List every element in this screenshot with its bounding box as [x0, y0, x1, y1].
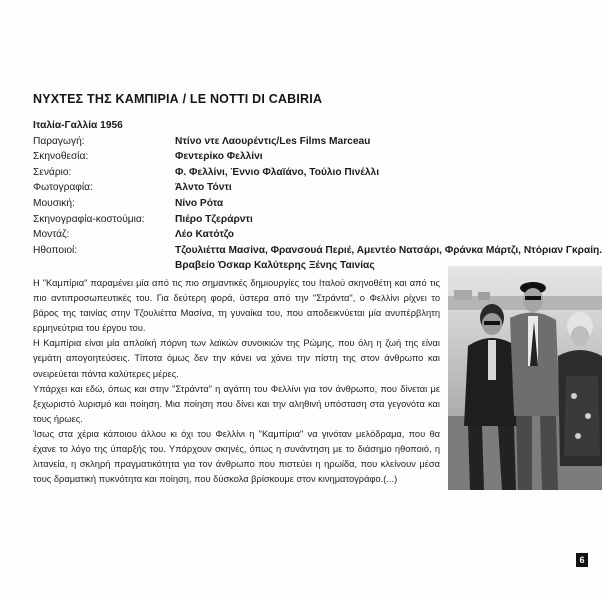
credit-label: Σκηνοθεσία:	[33, 151, 89, 163]
credit-row	[33, 212, 593, 228]
credit-row-year	[33, 118, 593, 134]
film-still-photo	[448, 266, 602, 490]
credit-value: Νίνο Ρότα	[175, 197, 224, 209]
credit-label	[33, 258, 175, 274]
credit-row	[33, 180, 593, 196]
year-country: Ιταλία-Γαλλία 1956	[33, 120, 123, 131]
credit-value: Πιέρο Τζεράρντι	[175, 213, 253, 225]
credit-value: Λέο Κατότζο	[175, 229, 234, 241]
credit-label: Σενάριο:	[33, 166, 72, 178]
credit-value: Άλντο Τόντι	[175, 182, 232, 194]
credit-row	[33, 165, 593, 181]
paragraph: Ίσως στα χέρια κάποιου άλλου κι όχι του Φελλίνι η "Καμπίρια" να γινόταν μελόδραμα, που θα έχανε το λόγο της ύπαρξής του. Υπάρχουν σκηνές, όπως η συνάντηση με το διάσημο ηθοποιό, η λιτανεία, η σκληρή πραγματικότητα για τον άνθρωπο που πιστεύει η ηρωίδα, που κλείνουν μέσα τους δραματική πυκνότητα και ποίηση, που δύσκολα βρίσκουμε στον κινηματογράφο.(...)	[33, 428, 440, 485]
credit-label: Σκηνογραφία-κοστούμια:	[33, 213, 145, 225]
credit-row	[33, 149, 593, 165]
film-still-image	[448, 266, 602, 490]
paragraph: Η Καμπίρια είναι μία απλοϊκή πόρνη των λαϊκών συνοικιών της Ρώμης, που όλη η ζωή της είναι γεμάτη απογοητεύσεις. Τίποτα όμως δεν την κάνει να χάνει την πίστη της στον άνθρωπο και ονειρεύεται πάντα καλύτερες μέρες.	[33, 338, 440, 379]
page-number: 6	[576, 553, 588, 567]
credits-list	[33, 118, 602, 274]
credit-row	[33, 134, 593, 150]
paragraph: Υπάρχει και εδώ, όπως και στην "Στράντα" η αγάπη του Φελλίνι για τον άνθρωπο, που δίνεται με ξεχωριστό λυρισμό και ποίηση. Μια ποίηση που δίνει και την αληθινή υπόσταση στα γεγονότα και τους ήρωες.	[33, 383, 440, 424]
credit-label: Μοντάζ:	[33, 229, 70, 241]
credit-value: Τζουλιέττα Μασίνα, Φρανσουά Περιέ, Αμεντέο Νατσάρι, Φράνκα Μάρτζι, Ντόριαν Γκραίη.	[175, 244, 602, 256]
credit-label: Φωτογραφία:	[33, 182, 93, 194]
award-text: Βραβείο Όσκαρ Καλύτερης Ξένης Ταινίας	[175, 260, 375, 272]
credit-value: Φ. Φελλίνι, Έννιο Φλαϊάνο, Τούλιο Πινέλλι	[175, 166, 380, 178]
credit-row	[33, 196, 593, 212]
credit-row	[33, 227, 593, 243]
page-title: ΝΥΧΤΕΣ ΤΗΣ ΚΑΜΠΙΡΙΑ / LE NOTTI DI CABIRIA	[33, 92, 323, 106]
credit-label: Παραγωγή:	[33, 135, 85, 147]
credit-row	[33, 243, 602, 259]
credit-value: Φεντερίκο Φελλίνι	[175, 151, 263, 163]
credit-label: Ηθοποιοί:	[33, 244, 78, 256]
review-text	[33, 276, 440, 487]
credit-value: Ντίνο ντε Λαουρέντις/Les Films Marceau	[175, 135, 371, 147]
credit-label: Μουσική:	[33, 197, 75, 209]
paragraph: Η "Καμπίρια" παραμένει μία από τις πιο σημαντικές δημιουργίες του Ιταλού σκηνοθέτη και από τις πιο αντιπροσωπευτικές του. Για δεύτερη φορά, ύστερα από την "Στράντα", ο Φελλίνι ρίχνει το βάρος της ταινίας στην Τζουλιέττα Μασίνα, τη γυναίκα του, που αποδεικνύεται μία ανυπέρβλητη ερμηνεύτρια του έργου του.	[33, 278, 440, 334]
